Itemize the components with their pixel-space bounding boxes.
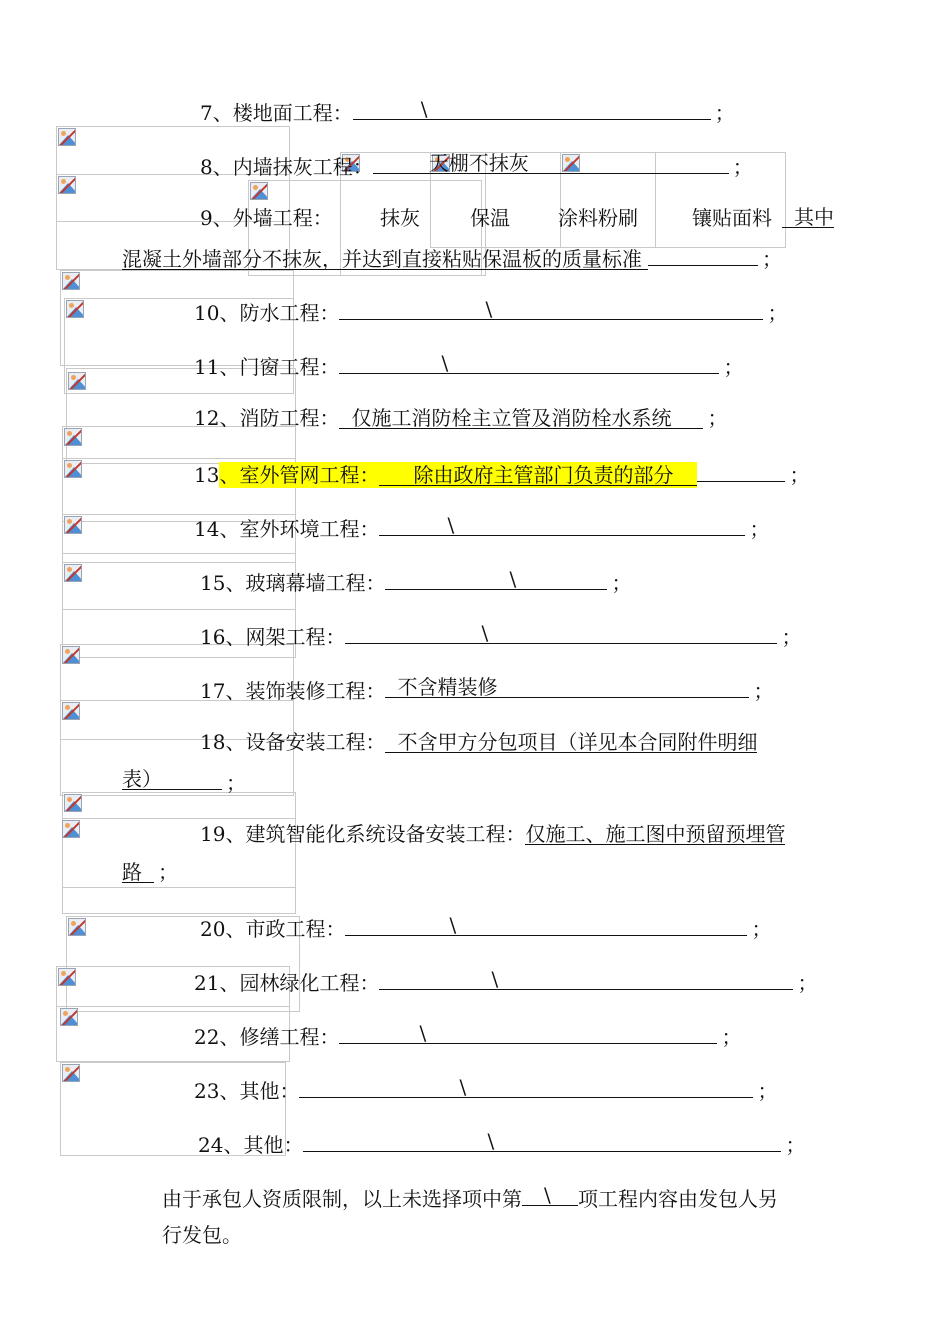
item-8	[200, 151, 753, 177]
item-9	[200, 205, 880, 231]
semicolon: ；	[785, 1133, 806, 1157]
item-label: 15、玻璃幕墙工程：	[200, 571, 386, 595]
item-value-cont: 表）	[122, 767, 222, 790]
item-11	[194, 351, 743, 377]
semicolon: ；	[158, 860, 178, 884]
broken-image-icon	[62, 646, 80, 664]
footer-text-post: 项工程内容由发包人另	[578, 1187, 778, 1211]
item-13	[194, 459, 809, 485]
semicolon: ；	[707, 406, 728, 430]
item-label: 17、装饰装修工程：	[200, 679, 386, 703]
item-value: 除由政府主管部门负责的部分	[379, 463, 697, 486]
item-18-cont	[122, 767, 246, 793]
semicolon: ；	[781, 625, 802, 649]
broken-image-icon	[64, 794, 82, 812]
item-label: 16、网架工程：	[200, 625, 346, 649]
footer-line-1	[162, 1183, 778, 1209]
broken-image-icon	[58, 176, 76, 194]
item-7	[200, 97, 735, 123]
item-value: \	[379, 513, 745, 536]
semicolon: ；	[767, 301, 788, 325]
item-value: 天棚不抹灰	[373, 151, 729, 174]
item-17	[200, 675, 773, 701]
item-label: 22、修缮工程：	[194, 1025, 340, 1049]
semicolon: ；	[753, 679, 774, 703]
item-label: 12、消防工程：	[194, 406, 340, 430]
item-9-cont	[122, 243, 782, 269]
item-value: 不含精装修	[385, 675, 749, 698]
broken-image-icon	[250, 182, 268, 200]
option-insulation: 保温	[470, 206, 510, 230]
item-label: 、室外管网工程：	[219, 463, 380, 487]
item-value-cont: 路	[122, 860, 154, 883]
item-label: 11、门窗工程：	[194, 355, 340, 379]
broken-image-icon	[62, 1064, 80, 1082]
item-value: \	[379, 967, 793, 990]
item-value: \	[339, 1021, 717, 1044]
semicolon: ；	[757, 1079, 778, 1103]
semicolon: ；	[749, 517, 770, 541]
item-label: 23、其他：	[194, 1079, 300, 1103]
item-10	[194, 297, 787, 323]
item-value: 不含甲方分包项目（详见本合同附件明细	[385, 730, 757, 753]
semicolon: ；	[751, 917, 772, 941]
option-paint: 涂料粉刷	[558, 206, 638, 230]
broken-image-icon	[60, 1008, 78, 1026]
footer-line-2	[162, 1222, 242, 1248]
option-cladding: 镶贴面料	[692, 206, 772, 230]
item-18	[200, 729, 757, 755]
item-value: 仅施工消防栓主立管及消防栓水系统	[339, 406, 703, 429]
semicolon: ；	[721, 1025, 742, 1049]
item-label: 21、园林绿化工程：	[194, 971, 380, 995]
item-label: 10、防水工程：	[194, 301, 340, 325]
semicolon: ；	[714, 101, 735, 125]
broken-image-icon	[64, 460, 82, 478]
item-label: 20、市政工程：	[200, 917, 346, 941]
item-value: \	[353, 97, 711, 120]
broken-image-icon	[68, 372, 86, 390]
semicolon: ；	[723, 355, 744, 379]
item-23	[194, 1075, 777, 1101]
footer-text: 行发包。	[162, 1223, 242, 1247]
item-16	[200, 621, 801, 647]
item-20	[200, 913, 771, 939]
footer-value: \	[522, 1183, 578, 1206]
item-15	[200, 567, 631, 593]
semicolon: ；	[611, 571, 632, 595]
broken-image-icon	[64, 516, 82, 534]
item-value: \	[345, 621, 777, 644]
item-label: 18、设备安装工程：	[200, 730, 386, 754]
item-label: 8、内墙抹灰工程：	[200, 155, 373, 179]
broken-image-icon	[62, 272, 80, 290]
item-label: 9、外墙工程：	[200, 206, 333, 230]
item-label: 19、建筑智能化系统设备安装工程：	[200, 822, 526, 846]
broken-image-icon	[62, 820, 80, 838]
item-label: 14、室外环境工程：	[194, 517, 380, 541]
broken-image-icon	[66, 300, 84, 318]
semicolon: ；	[789, 463, 810, 487]
broken-image-icon	[58, 128, 76, 146]
item-12	[194, 405, 727, 431]
broken-image-icon	[64, 564, 82, 582]
broken-image-icon	[58, 968, 76, 986]
item-value: \	[299, 1075, 753, 1098]
item-value: \	[345, 913, 747, 936]
item-label: 7、楼地面工程：	[200, 101, 353, 125]
item-note: 其中	[782, 205, 834, 228]
broken-image-icon	[68, 918, 86, 936]
blank-underline	[697, 459, 785, 482]
highlighted-item-13	[219, 462, 697, 488]
semicolon: ；	[762, 247, 782, 271]
option-plaster: 抹灰	[380, 206, 420, 230]
item-value: \	[385, 567, 607, 590]
item-21	[194, 967, 817, 993]
item-14	[194, 513, 769, 539]
item-label: 24、其他：	[198, 1133, 304, 1157]
item-22	[194, 1021, 741, 1047]
broken-image-icon	[64, 428, 82, 446]
item-value: \	[303, 1129, 781, 1152]
footer-text: 由于承包人资质限制，以上未选择项中第	[162, 1187, 522, 1211]
item-note-cont: 混凝土外墙部分不抹灰，并达到直接粘贴保温板的质量标准	[122, 247, 648, 270]
semicolon: ；	[732, 155, 753, 179]
semicolon: ；	[226, 771, 246, 795]
blank-underline	[648, 243, 758, 266]
item-value: \	[339, 351, 719, 374]
item-value: \	[339, 297, 763, 320]
semicolon: ；	[797, 971, 818, 995]
item-19	[200, 821, 785, 847]
broken-image-icon	[62, 702, 80, 720]
item-24	[198, 1129, 805, 1155]
item-value: 仅施工、施工图中预留预埋管	[525, 822, 786, 846]
item-number: 13	[194, 463, 220, 487]
item-19-cont	[122, 859, 178, 885]
